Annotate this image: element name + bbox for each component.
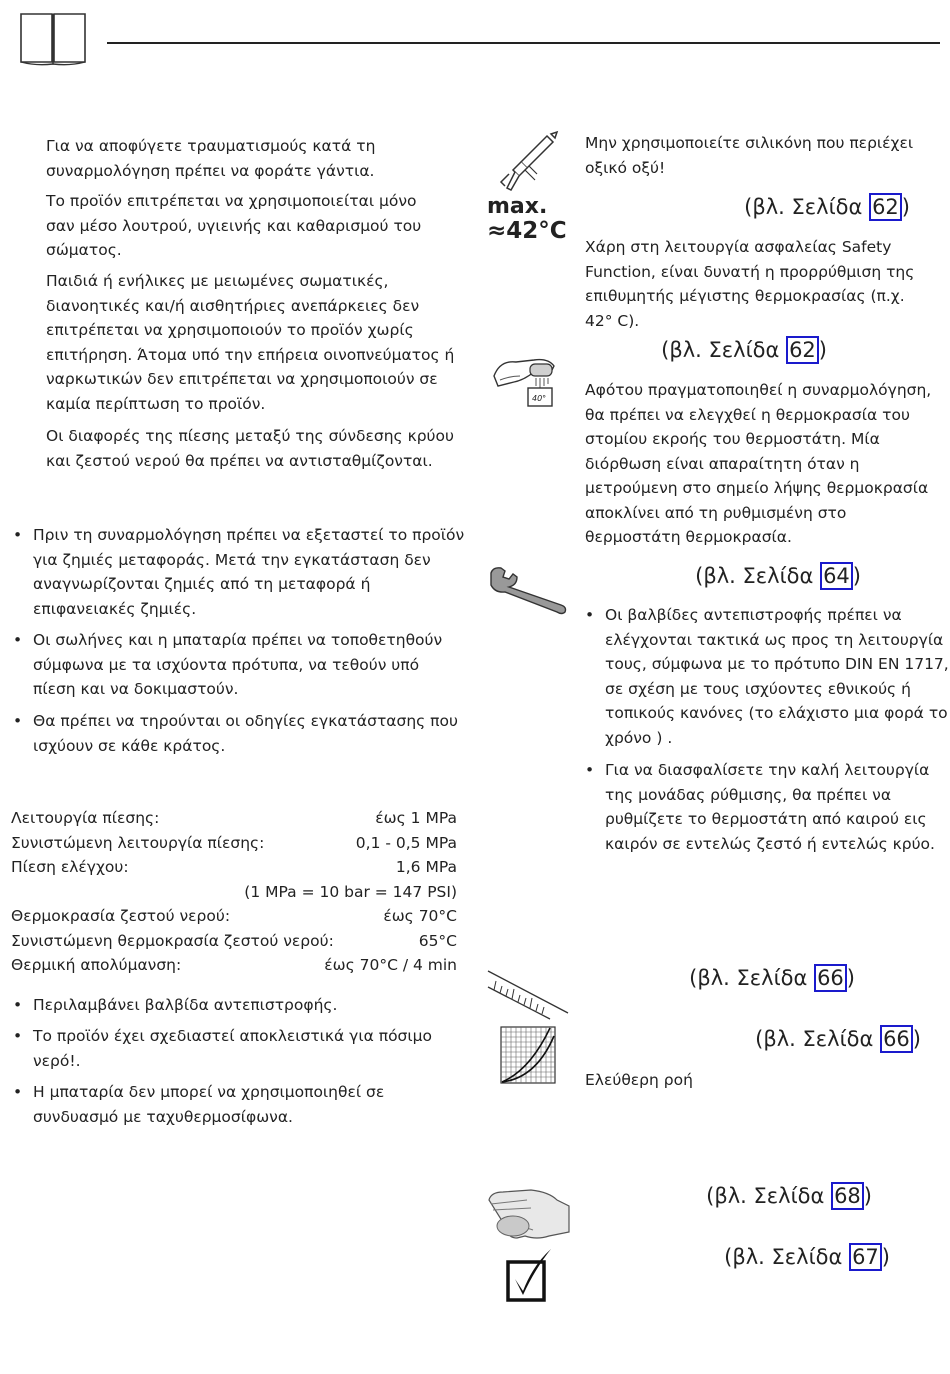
- free-flow-label: Ελεύθερη ροή: [585, 1071, 693, 1089]
- silicone-gun-icon: [495, 130, 560, 192]
- svg-text:40°: 40°: [532, 394, 547, 403]
- page-reference: (βλ. Σελίδα 64 ): [695, 564, 861, 588]
- checkbox-icon: [505, 1247, 553, 1303]
- wrench-icon: [487, 565, 572, 615]
- page-link[interactable]: 66: [814, 964, 847, 992]
- thermometer-hand-icon: [490, 350, 565, 412]
- list-item: • Περιλαμβάνει βαλβίδα αντεπιστροφής.: [11, 993, 468, 1018]
- list-item: • Οι σωλήνες και η μπαταρία πρέπει να τοποθετηθούν σύμφωνα με τα ισχύοντα πρότυπα, να τεθούν υπό πίεση και να δοκιμαστούν.: [11, 628, 463, 702]
- spec-row: Συνιστώμενη θερμοκρασία ζεστού νερού: 65°C: [11, 931, 457, 950]
- page-link[interactable]: 64: [820, 562, 853, 590]
- silicone-warning: Μην χρησιμοποιείτε σιλικόνη που περιέχει οξικό οξύ!: [585, 134, 914, 177]
- spec-row: (1 MPa = 10 bar = 147 PSI): [244, 882, 457, 901]
- spec-row: Συνιστώμενη λειτουργία πίεσης: 0,1 - 0,5 MPa: [11, 833, 457, 852]
- list-item: • Πριν τη συναρμολόγηση πρέπει να εξεταστεί το προϊόν για ζημιές μεταφοράς. Μετά την εγκατάσταση δεν αναγνωρίζονται ζημιές από τη μεταφορά ή επιφανειακές ζημιές.: [11, 523, 468, 621]
- spec-row: Θερμική απολύμανση: έως 70°C / 4 min: [11, 956, 457, 974]
- list-item: • Για να διασφαλίσετε την καλή λειτουργία της μονάδας ρύθμισης, θα πρέπει να ρυθμίζετε το θερμοστάτη από καιρού εις καιρόν σε εντελώς ζεστό ή εντελώς κρύο.: [583, 758, 945, 856]
- gloves-paragraph: Για να αποφύγετε τραυματισμούς κατά τη συναρμολόγηση πρέπει να φοράτε γάντια.: [46, 137, 376, 180]
- list-item: • Οι βαλβίδες αντεπιστροφής πρέπει να ελέγχονται τακτικά ως προς τη λειτουργία τους, σύμφωνα με το πρότυπο DIN EN 1717, σε σχέση με τους ισχύοντες εθνικούς ή τοπικούς κανόνες (το ελάχιστο μια φορά το χρόνο ) .: [583, 603, 950, 750]
- max-temperature: ≈42°C: [487, 218, 567, 244]
- usage-paragraph: Το προϊόν επιτρέπεται να χρησιμοποιείται μόνο σαν μέσο λουτρού, υγιεινής και καθαρισμού του σώματος.: [46, 192, 422, 259]
- pressure-paragraph: Οι διαφορές της πίεσης μεταξύ της σύνδεσης κρύου και ζεστού νερού θα πρέπει να αντισταθμίζονται.: [46, 427, 454, 470]
- max-label: max.: [487, 194, 548, 219]
- page-reference: (βλ. Σελίδα 67 ): [724, 1245, 890, 1269]
- supervision-paragraph: Παιδιά ή ενήλικες με μειωμένες σωματικές, διανοητικές και/ή αισθητήριες ανεπάρκειες δεν επιτρέπεται να χρησιμοποιούν το προϊόν χωρίς επιτήρηση. Άτομα υπό την επήρεια οινοπνεύματος ή ναρκωτικών δεν επιτρέπεται να χρησιμοποιούν σε καμία περίπτωση το προϊόν.: [46, 272, 455, 413]
- spec-row: Πίεση ελέγχου: 1,6 MPa: [11, 858, 457, 876]
- page-reference: (βλ. Σελίδα 66 ): [755, 1027, 921, 1051]
- flow-graph-icon: [500, 1026, 556, 1084]
- spec-row: Λειτουργία πίεσης: έως 1 MPa: [11, 809, 457, 827]
- safety-function-text: Χάρη στη λειτουργία ασφαλείας Safety Function, είναι δυνατή η προρρύθμιση της επιθυμητής μέγιστης θερμοκρασίας (π.χ. 42° C).: [585, 238, 915, 330]
- cleaning-hand-icon: [487, 1186, 571, 1241]
- spec-row: Θερμοκρασία ζεστού νερού: έως 70°C: [11, 907, 457, 925]
- page-reference: (βλ. Σελίδα 62 ): [744, 195, 910, 219]
- page-link[interactable]: 67: [849, 1243, 882, 1271]
- list-item: • Θα πρέπει να τηρούνται οι οδηγίες εγκατάστασης που ισχύουν σε κάθε κράτος.: [11, 709, 468, 758]
- page-link[interactable]: 62: [869, 193, 902, 221]
- list-item: • Το προϊόν έχει σχεδιαστεί αποκλειστικά για πόσιμο νερό!.: [11, 1024, 468, 1073]
- open-book-icon: [18, 10, 88, 66]
- page-reference: (βλ. Σελίδα 62 ): [661, 338, 827, 362]
- thermostat-check-text: Αφότου πραγματοποιηθεί η συναρμολόγηση, θα πρέπει να ελεγχθεί η θερμοκρασία του στομίου εκροής του θερμοστάτη. Μία διόρθωση είναι απαραίτητη όταν η μετρούμενη στο σημείο λήψης θερμοκρασία αποκλίνει από τη ρυθμισμένη στο θερμοστάτη θερμοκρασία.: [585, 381, 932, 546]
- header-rule: [107, 42, 940, 44]
- list-item: • Η μπαταρία δεν μπορεί να χρησιμοποιηθεί σε συνδυασμό με ταχυθερμοσίφωνα.: [11, 1080, 468, 1129]
- page-reference: (βλ. Σελίδα 66 ): [689, 966, 855, 990]
- page-reference: (βλ. Σελίδα 68 ): [706, 1184, 872, 1208]
- page-link[interactable]: 62: [786, 336, 819, 364]
- page-link[interactable]: 68: [831, 1182, 864, 1210]
- page-link[interactable]: 66: [880, 1025, 913, 1053]
- specs-table: [11, 806, 457, 978]
- ruler-icon: [486, 965, 570, 1020]
